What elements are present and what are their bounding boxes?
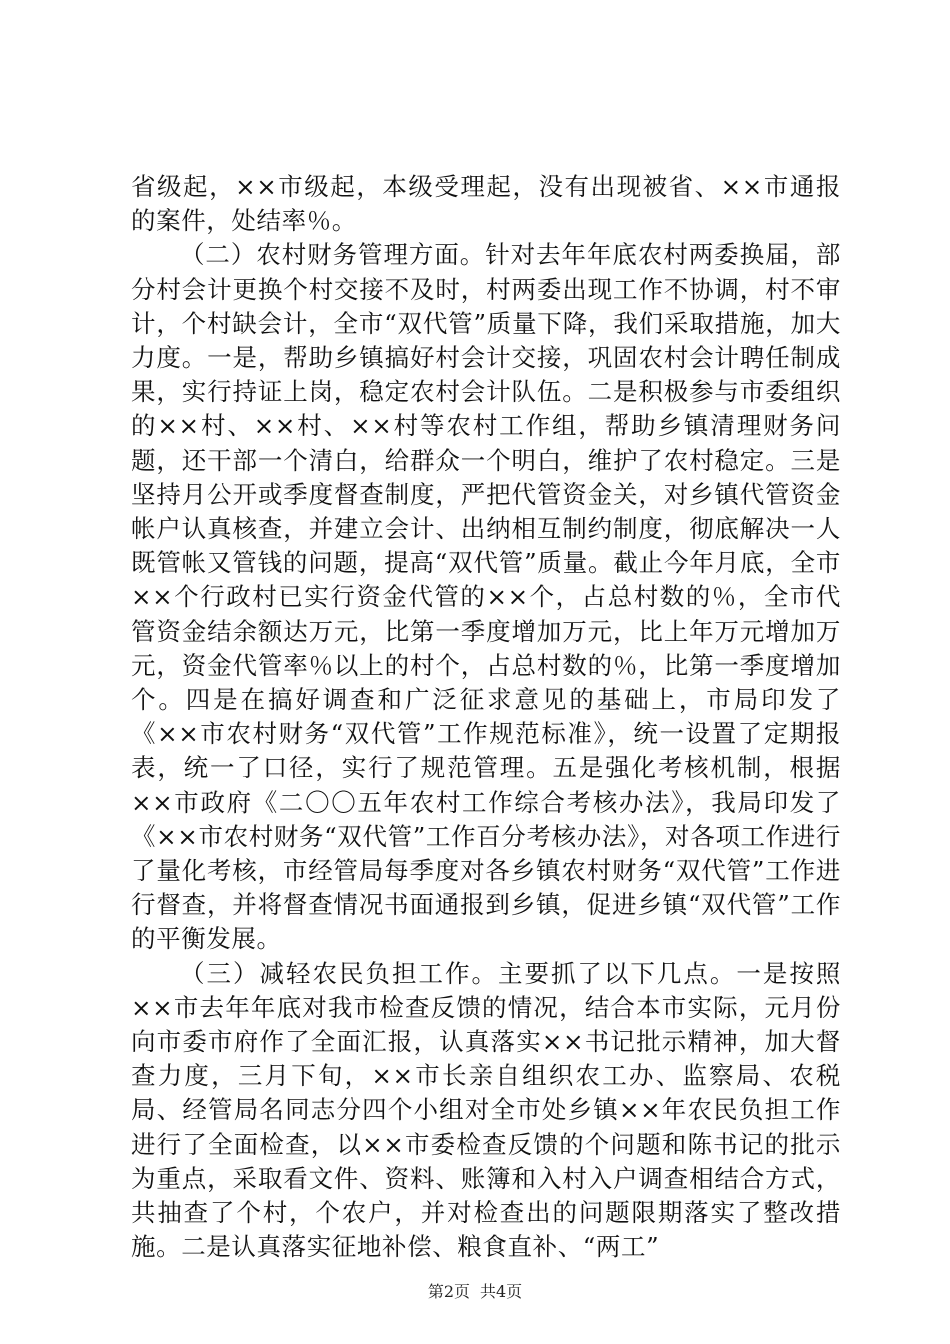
paragraph-continuation: 省级起，××市级起，本级受理起，没有出现被省、××市通报的案件，处结率％。	[131, 172, 841, 236]
page-total: 共4页	[480, 1282, 523, 1301]
paragraph-farmer-burden: （三）减轻农民负担工作。主要抓了以下几点。一是按照××市去年年底对我市检查反馈的情况，结合本市实际，元月份向市委市府作了全面汇报，认真落实××书记批示精神，加大督查力度，三月下旬，××市长亲自组织农工办、监察局、农税局、经管局名同志分四个小组对全市处乡镇××年农民负担工作进行了全面检查，以××市委检查反馈的个问题和陈书记的批示为重点，采取看文件、资料、账簿和入村入户调查相结合方式，共抽查了个村，个农户，并对检查出的问题限期落实了整改措施。二是认真落实征地补偿、粮食直补、“两工”	[131, 958, 841, 1262]
page-number: 第2页	[427, 1282, 470, 1301]
paragraph-rural-finance: （二）农村财务管理方面。针对去年年底农村两委换届，部分村会计更换个村交接不及时，村两委出现工作不协调，村不审计，个村缺会计，全市“双代管”质量下降，我们采取措施，加大力度。一是，帮助乡镇搞好村会计交接，巩固农村会计聘任制成果，实行持证上岗，稳定农村会计队伍。二是积极参与市委组织的××村、××村、××村等农村工作组，帮助乡镇清理财务问题，还干部一个清白，给群众一个明白，维护了农村稳定。三是坚持月公开或季度督查制度，严把代管资金关，对乡镇代管资金帐户认真核查，并建立会计、出纳相互制约制度，彻底解决一人既管帐又管钱的问题，提高“双代管”质量。截止今年月底，全市××个行政村已实行资金代管的××个，占总村数的％，全市代管资金结余额达万元，比第一季度增加万元，比上年万元增加万元，资金代管率％以上的村个，占总村数的％，比第一季度增加个。四是在搞好调查和广泛征求意见的基础上，市局印发了《××市农村财务“双代管”工作规范标准》，统一设置了定期报表，统一了口径，实行了规范管理。五是强化考核机制，根据××市政府《二〇〇五年农村工作综合考核办法》，我局印发了《××市农村财务“双代管”工作百分考核办法》，对各项工作进行了量化考核，市经管局每季度对各乡镇农村财务“双代管”工作进行督查，并将督查情况书面通报到乡镇，促进乡镇“双代管”工作的平衡发展。	[131, 240, 841, 954]
page-footer	[0, 1279, 950, 1302]
document-body	[131, 170, 841, 1265]
